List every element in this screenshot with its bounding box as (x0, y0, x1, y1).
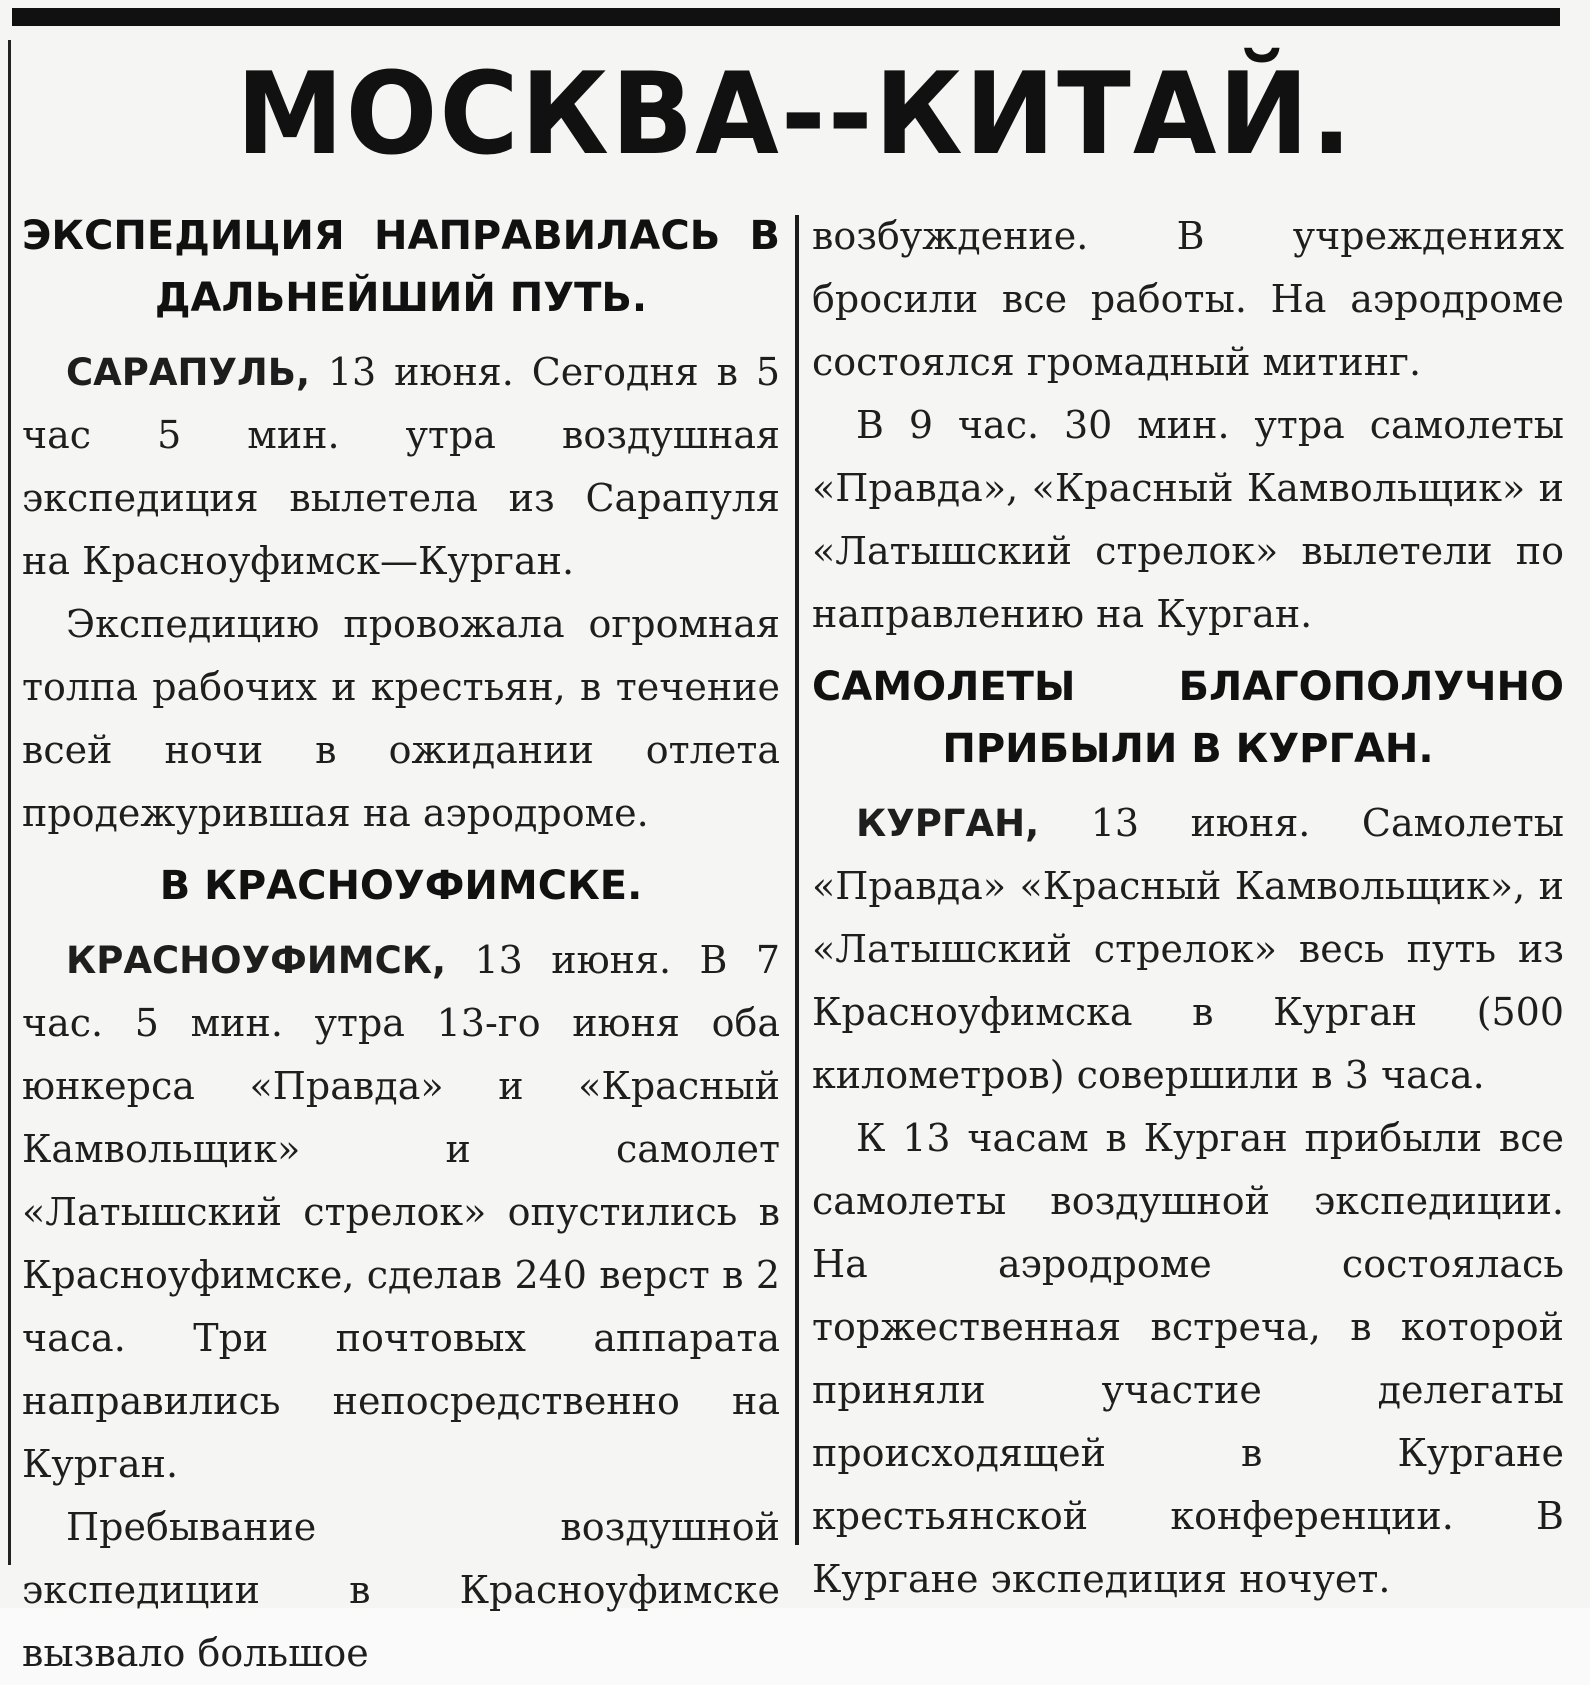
paragraph-text: возбуждение. В учреждениях бросили все работы. На аэродроме состоялся громадный митинг. (812, 214, 1564, 384)
article-paragraph (812, 792, 1564, 1107)
dateline-kurgan: КУРГАН, (856, 802, 1040, 845)
right-column (812, 205, 1564, 1611)
article-paragraph (812, 1107, 1564, 1611)
masthead-title: МОСКВА--КИТАЙ. (236, 48, 1354, 181)
column-divider-rule (795, 215, 799, 1545)
paragraph-text: В 9 час. 30 мин. утра самолеты «Правда», «Красный Камвольщик» и «Латышский стрелок» вылетели по направлению на Курган. (812, 403, 1564, 636)
headline-arrived-kurgan: САМОЛЕТЫ БЛАГОПОЛУЧНО ПРИБЫЛИ В КУРГАН. (812, 664, 1564, 772)
paragraph-text: Экспедицию провожала огромная толпа рабочих и крестьян, в течение всей ночи в ожидании отлета продежурившая на аэродроме. (22, 602, 780, 835)
headline-krasnoufimsk: В КРАСНОУФИМСКЕ. (159, 863, 643, 909)
paragraph-text: Пребывание воздушной экспедиции в Красноуфимске вызвало большое (22, 1505, 780, 1675)
top-rule (12, 8, 1560, 26)
article-paragraph (812, 394, 1564, 646)
paragraph-text: 13 июня. В 7 час. 5 мин. утра 13-го июня оба юнкерса «Правда» и «Красный Камвольщик» и самолет «Латышский стрелок» опустились в Красноуфимске, сделав 240 верст в 2 часа. Три почтовых аппарата направились непосредственно на Курган. (22, 938, 780, 1486)
dateline-krasnoufimsk: КРАСНОУФИМСК, (66, 939, 447, 982)
article-paragraph (812, 205, 1564, 394)
article-paragraph (22, 1496, 780, 1685)
dateline-sarapul: САРАПУЛЬ, (66, 351, 311, 394)
paragraph-text: 13 июня. Сегодня в 5 час 5 мин. утра воздушная экспедиция вылетела из Сарапуля на Красноуфимск—Курган. (22, 350, 780, 583)
left-column (22, 205, 780, 1685)
left-border-rule (8, 40, 11, 1565)
headline-expedition-departed: ЭКСПЕДИЦИЯ НАПРАВИЛАСЬ В ДАЛЬНЕЙШИЙ ПУТЬ. (22, 213, 780, 321)
paragraph-text: К 13 часам в Курган прибыли все самолеты воздушной экспедиции. На аэродроме состоялась торжественная встреча, в которой приняли участие делегаты происходящей в Кургане крестьянской конференции. В Кургане экспедиция ночует. (812, 1116, 1564, 1601)
article-paragraph (22, 929, 780, 1496)
article-paragraph (22, 341, 780, 593)
paragraph-text: 13 июня. Самолеты «Правда» «Красный Камвольщик», и «Латышский стрелок» весь путь из Красноуфимска в Курган (500 километров) совершили в 3 часа. (812, 801, 1564, 1097)
article-paragraph (22, 593, 780, 845)
